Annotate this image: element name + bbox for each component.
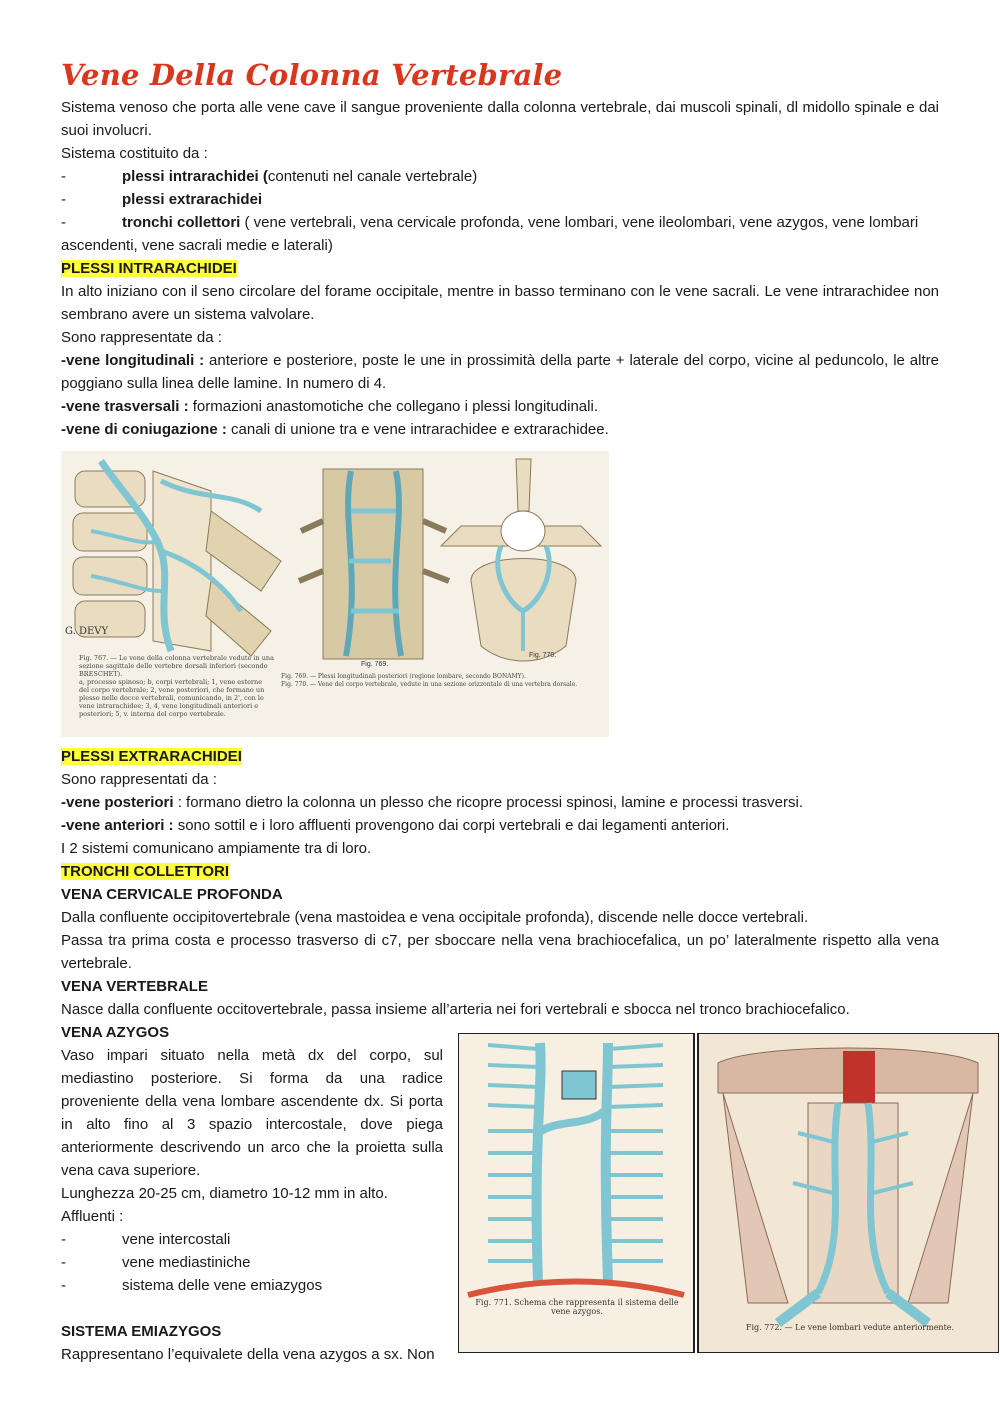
affluenti-label: Affluenti : [61, 1208, 124, 1225]
extra-comunicano: I 2 sistemi comunicano ampiamente tra di loro. [61, 840, 372, 857]
vertebrale-heading: VENA VERTEBRALE [61, 978, 208, 995]
list-dash: - [61, 191, 66, 208]
intro-paragraph: Sistema venoso che porta alle vene cave il sangue proveniente dalla colonna vertebrale, dai muscoli spinali, dl midollo spinale e dai suoi involucri. [61, 99, 939, 139]
azygos-figures [458, 1033, 999, 1353]
intra-item-text: anteriore e posteriore, poste le une in prossimità della parte + laterale del corpo, vicine al peduncolo, le altre poggiano sulla linea delle lamine. In numero di 4. [61, 352, 939, 392]
cervicale-p2: Passa tra prima costa e processo trasverso di c7, per sboccare nella vena brachiocefalica, un po’ lateralmente rispetto alla vena vertebrale. [61, 932, 939, 972]
azygos-text-column [61, 1044, 443, 1366]
list-item [61, 1251, 443, 1274]
fig-767-signature: G. DEVY [65, 626, 109, 637]
list-item-bold: plessi extrarachidei [122, 191, 263, 208]
list-item [61, 1274, 443, 1297]
azygos-paragraph: Vaso impari situato nella metà dx del corpo, sul mediastino posteriore. Si forma da una radice proveniente della vena lombare ascendente dx. Si porta in alto fino al 3 spazio intercostale, dove piega anteriormente descrivendo un arco che la proietta sulla vena cava superiore. [61, 1047, 443, 1179]
list-dash: - [61, 1254, 66, 1271]
fig-770-caption: Fig. 770. — Vene del corpo vertebrale, vedute in una sezione orizzontale di una vertebra dorsale. [281, 681, 578, 688]
list-item-bold: plessi intrarachidei ( [122, 168, 268, 185]
extra-item-text: : formano dietro la colonna un plesso che ricopre processi spinosi, lamine e processi trasversi. [173, 794, 803, 811]
vertebrale-paragraph: Nasce dalla confluente occitovertebrale, passa insieme all’arteria nei fori vertebrali e sbocca nel tronco brachiocefalico. [61, 1001, 850, 1018]
list-item [61, 1228, 443, 1251]
list-item [61, 211, 939, 234]
intra-rappresentate: Sono rappresentate da : [61, 329, 222, 346]
cervicale-p1: Dalla confluente occipitovertebrale (vena mastoidea e vena occipitale profonda), discende nelle docce vertebrali. [61, 909, 809, 926]
list-item-text: ( vene vertebrali, vena cervicale profonda, vene lombari, vene ileolombari, vene azygos, vene lombari [240, 214, 919, 231]
list-item [61, 165, 939, 188]
fig-772-caption: Fig. 772. — Le vene lombari vedute anteriormente. [745, 1323, 955, 1332]
list-dash: - [61, 1231, 66, 1248]
list-item-text: vene mediastiniche [122, 1254, 251, 1271]
fig-770-label: Fig. 770. [529, 652, 557, 659]
fig-767-legend: a, processo spinoso; b, corpi vertebrali; 1, vene esterne del corpo vertebrale; 2, vene posteriori, che formano un plesso nelle docce vertebrali, comunicando, in 2', con le vene intrarachidee; 3, 4, vene longitudinali anteriori e posteriori; 5, v. interna del corpo vertebrale. [79, 678, 265, 718]
costituito-line: Sistema costituito da : [61, 145, 208, 162]
intra-item [61, 395, 939, 418]
intra-item-bold: -vene longitudinali : [61, 352, 205, 369]
intra-item-bold: -vene trasversali : [61, 398, 189, 415]
extra-item [61, 791, 939, 814]
extra-rappresentati: Sono rappresentati da : [61, 771, 217, 788]
extra-item [61, 814, 939, 837]
intra-item-text: canali di unione tra e vene intrarachidee e extrarachidee. [226, 421, 609, 438]
extra-item-bold: -vene posteriori [61, 794, 174, 811]
fig-771-caption: Fig. 771. Schema che rappresenta il sistema delle vene azygos. [475, 1298, 679, 1316]
section-heading-intrarachidei: PLESSI INTRARACHIDEI [61, 260, 237, 277]
intra-item [61, 418, 939, 441]
intra-item-text: formazioni anastomotiche che collegano i plessi longitudinali. [188, 398, 598, 415]
azygos-length: Lunghezza 20-25 cm, diametro 10-12 mm in alto. [61, 1185, 388, 1202]
fig-769-label: Fig. 769. [361, 661, 389, 668]
fig-769-caption: Fig. 769. — Plessi longitudinali posteriori (regione lombare, secondo BONAMY). [281, 673, 526, 680]
list-dash: - [61, 168, 66, 185]
extra-item-bold: -vene anteriori : [61, 817, 174, 834]
section-heading-tronchi: TRONCHI COLLETTORI [61, 863, 230, 880]
azygos-illustration [458, 1033, 999, 1353]
vertebral-veins-illustration [61, 451, 609, 737]
emiazygos-heading: SISTEMA EMIAZYGOS [61, 1323, 222, 1340]
page-title: Vene Della Colonna Vertebrale [61, 58, 563, 92]
fig-767-caption: Fig. 767. — Le vene della colonna vertebrale vedute in una sezione sagittale delle vertebre dorsali inferiori (secondo BRESCHET). [79, 654, 274, 678]
emiazygos-paragraph: Rappresentano l’equivalete della vena azygos a sx. Non [61, 1346, 435, 1363]
list-item [61, 188, 939, 211]
section-heading-extrarachidei: PLESSI EXTRARACHIDEI [61, 748, 242, 765]
list-dash: - [61, 1277, 66, 1294]
list-continuation: ascendenti, vene sacrali medie e laterali) [61, 237, 333, 254]
list-item-text: contenuti nel canale vertebrale) [267, 168, 478, 185]
extra-item-text: sono sottil e i loro affluenti provengono dai corpi vertebrali e dai legamenti anteriori. [173, 817, 730, 834]
intra-item-bold: -vene di coniugazione : [61, 421, 227, 438]
intra-paragraph: In alto iniziano con il seno circolare del forame occipitale, mentre in basso terminano con le vene sacrali. Le vene intrarachidee non sembrano avere un sistema valvolare. [61, 283, 939, 323]
cervicale-heading: VENA CERVICALE PROFONDA [61, 886, 283, 903]
list-item-bold: tronchi collettori [122, 214, 241, 231]
list-item-text: vene intercostali [122, 1231, 231, 1248]
azygos-heading: VENA AZYGOS [61, 1024, 170, 1041]
list-item-text: sistema delle vene emiazygos [122, 1277, 323, 1294]
list-dash: - [61, 214, 66, 231]
intra-item [61, 349, 939, 395]
vertebral-veins-figure [61, 451, 609, 737]
